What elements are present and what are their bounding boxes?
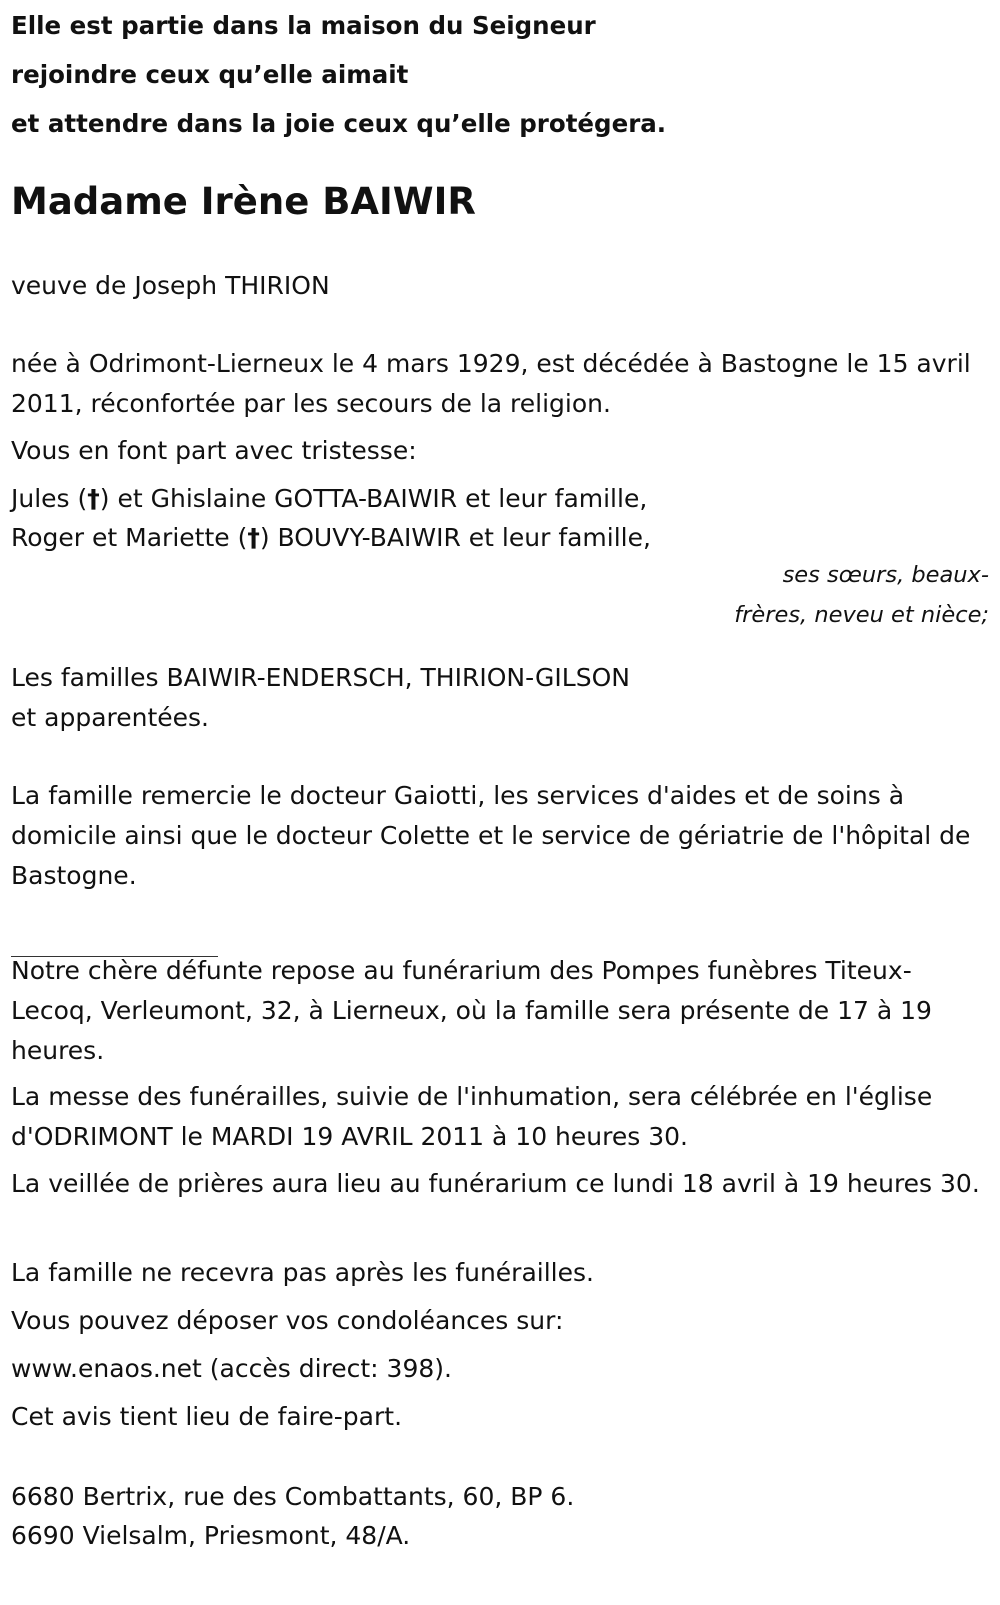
widow-of: veuve de Joseph THIRION (11, 271, 330, 300)
birth-death-details: née à Odrimont-Lierneux le 4 mars 1929, est décédée à Bastogne le 15 avril 2011, réconfortée par les secours de la religion. (11, 349, 971, 418)
family-text: Jules ( (11, 484, 88, 513)
address-vielsalm: 6690 Vielsalm, Priesmont, 48/A. (11, 1521, 411, 1550)
verse-line: rejoindre ceux qu’elle aimait (11, 60, 409, 89)
announcement-intro: Vous en font part avec tristesse: (11, 436, 417, 465)
other-families-line: et apparentées. (11, 703, 209, 732)
condolences-site: www.enaos.net (accès direct: 398). (11, 1354, 452, 1383)
family-relation-note: ses sœurs, beaux-frères, neveu et nièce; (734, 562, 989, 628)
mass-paragraph: La messe des funérailles, suivie de l'inhumation, sera célébrée en l'église d'ODRIMONT le MARDI 19 AVRIL 2011 à 10 heures 30. (11, 1082, 933, 1151)
other-families-line: Les familles BAIWIR-ENDERSCH, THIRION-GILSON (11, 663, 630, 692)
verse-line: et attendre dans la joie ceux qu’elle protégera. (11, 109, 667, 138)
no-reception: La famille ne recevra pas après les funérailles. (11, 1258, 594, 1287)
deceased-name: Madame Irène BAIWIR (11, 180, 476, 223)
family-text: ) et Ghislaine GOTTA-BAIWIR et leur famille, (99, 484, 648, 513)
vigil-paragraph: La veillée de prières aura lieu au funérarium ce lundi 18 avril à 19 heures 30. (11, 1169, 980, 1198)
cross-icon: † (247, 523, 260, 552)
thanks-paragraph: La famille remercie le docteur Gaiotti, les services d'aides et de soins à domicile ainsi que le docteur Colette et le service de gériatrie de l'hôpital de Bastogne. (11, 781, 971, 890)
family-line-gotta (11, 479, 981, 519)
condolences-intro: Vous pouvez déposer vos condoléances sur: (11, 1306, 564, 1335)
cross-icon: † (87, 484, 100, 513)
family-text: ) BOUVY-BAIWIR et leur famille, (259, 523, 651, 552)
family-text: Roger et Mariette ( (11, 523, 248, 552)
other-families (11, 658, 981, 738)
verse-line: Elle est partie dans la maison du Seigneur (11, 11, 596, 40)
family-line-bouvy (11, 518, 981, 558)
memorial-verse (11, 1, 666, 148)
address-bertrix: 6680 Bertrix, rue des Combattants, 60, BP 6. (11, 1482, 575, 1511)
funerarium-paragraph: Notre chère défunte repose au funérarium des Pompes funèbres Titeux-Lecoq, Verleumont, 32, à Lierneux, où la famille sera présente de 17 à 19 heures. (11, 956, 932, 1065)
notice-text: Cet avis tient lieu de faire-part. (11, 1402, 403, 1431)
